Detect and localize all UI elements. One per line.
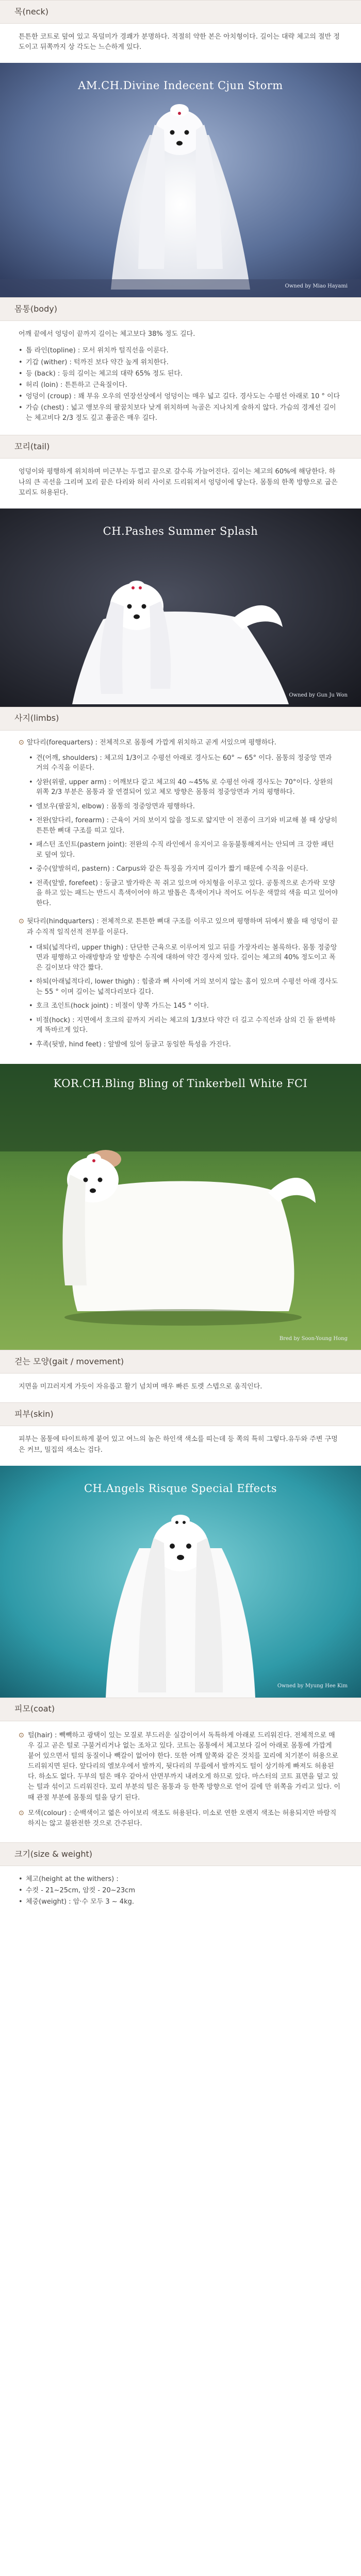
list-item: • 상완(위팔, upper arm) : 어깨보다 같고 체고의 40 ~45% 로 수평선 아래 경사도는 70°이다. 상완의 위쪽 2/3 부분은 몸통과 잘 연결되어 있고 체모 방향은 몸통의 정중앙면과 거의 평행하다. (29, 777, 340, 798)
gait-description (0, 1374, 361, 1402)
list-item: • 견(어깨, shoulders) : 체고의 1/3이고 수평선 아래로 경사도는 60° ~ 65° 이다. 몸통의 정중앙 면과 거의 수직을 이룬다. (29, 753, 340, 773)
section-heading-skin (0, 1402, 361, 1426)
list-item: • 엉덩이 (croup) : 꽤 부유 오우의 연장선상에서 엉덩이는 매우 넓고 길다. 경사도는 수평선 아래로 10 ° 이다 (19, 392, 340, 402)
section-heading-limbs (0, 707, 361, 731)
tail-description (0, 459, 361, 508)
coat-color-text: 모색(colour) : 순백색이고 엷은 아이보리 색조도 허용된다. 미소로 연한 오렌지 색조는 허용되지만 바람직하지는 않고 불완전한 것으로 간주된다. (28, 1809, 337, 1827)
list-item: • 중수(앞발허리, pastern) : Carpus와 같은 특징을 가지며 길이가 짧기 때문에 수직을 이룬다. (29, 864, 340, 874)
photo-divine-indecent (0, 63, 361, 297)
list-item: • 후족(뒷발, hind feet) : 앞발에 있어 둥글고 동일한 특성을 가진다. (29, 1040, 340, 1050)
photo-summer-splash (0, 509, 361, 707)
body-intro-text: 어깨 끝에서 엉덩이 끝까지 길이는 체고보다 38% 정도 길다. (19, 330, 195, 338)
photo-caption: AM.CH.Divine Indecent Cjun Storm (78, 79, 283, 92)
forequarters-block (0, 731, 361, 917)
coat-title: 피모(coat) (14, 1704, 55, 1714)
neck-text: 튼튼한 코트로 덮여 있고 목덜미가 경쾌가 분명하다. 적절히 약한 본은 아치형이다. 길이는 대략 체고의 절반 정도이고 뒤쪽까지 상 각도는 느슨하게 있다. (19, 33, 340, 52)
list-item: • 등 (back) : 등의 길이는 체고의 대략 65% 정도 된다. (19, 369, 340, 379)
section-heading-gait (0, 1350, 361, 1374)
photo-caption: CH.Angels Risque Special Effects (84, 1482, 277, 1495)
limbs-title: 사지(limbs) (14, 713, 59, 723)
tail-title: 꼬리(tail) (14, 442, 50, 451)
list-item: • 허리 (loin) : 튼튼하고 근육질이다. (19, 380, 340, 391)
list-item: • 패스턴 조인트(pastern joint): 전완의 수직 라인에서 유지이고 유동불통해져서는 안되며 크 강한 패턴로 덮여 있다. (29, 840, 340, 860)
list-item: • 비절(hock) : 지면에서 호크의 끝까지 거리는 체고의 1/3보다 약간 더 길고 수직선과 삼의 긴 둘 완벽하게 똑바르게 있다. (29, 1015, 340, 1036)
list-item: • 하퇴(아래넓적다리, lower thigh) : 힘줄과 뼈 사이에 거의 보이지 않는 홈이 있으며 수평선 아래 경사도는 55 ° 이며 길이는 넓적다리보다 길다. (29, 977, 340, 997)
dog-photo-3 (0, 1064, 361, 1350)
gait-text: 지면을 미끄러지게 가듯이 자유롭고 활기 넘치며 매우 빠른 토렛 스텝으로 움직인다. (19, 1383, 262, 1391)
list-item: • 톱 라인(topline) : 모서 위치까 털직선을 이룬다. (19, 346, 340, 356)
circle-bullet-icon: ⊙ (19, 1731, 24, 1739)
list-item: • 체중(weight) : 암·수 모두 3 ~ 4kg. (19, 1897, 340, 1907)
size-list (0, 1866, 361, 1919)
forequarters-list (19, 753, 340, 909)
photo-credit: Owned by Myung Hee Kim (277, 1683, 348, 1689)
skin-title: 피부(skin) (14, 1409, 54, 1419)
coat-color-item (19, 1808, 340, 1829)
list-item: • 기갑 (wither) : 턱까진 보다 약간 높게 위치한다. (19, 358, 340, 368)
hindquarters-list (19, 943, 340, 1050)
photo-caption: KOR.CH.Bling Bling of Tinkerbell White FCI (53, 1077, 308, 1090)
list-item: • 엘보우(팔꿈치, elbow) : 몸통의 정중앙면과 평행하다. (29, 802, 340, 812)
section-heading-size (0, 1842, 361, 1866)
coat-hair-text: 털(hair) : 빽빽하고 광택이 있는 모질로 부드러운 실감이어서 독특하게 아래로 드리워진다. 전체적으로 매우 길고 곧은 털로 구불거리거나 없는 조차고 있다. 코트는 몸통에서 체고보다 길어 아래로 몸통에 가깝게 붙어 있으면서 털의 동질이나 빽갈이 없어야 한다. 또한 어깨 앞쪽와 같은 것치를 꼬리에 치기분이 허용으로 드리워지면 된다. 앞다리의 엘보우에서 발까지, 뒷다리의 무릎에서 발까지도 털이 상기하게 빠져도 허용된다. 하소도 없다. 두부의 털은 매우 같아서 안면부까지 내려오게 하므로 있다. 마스터의 코트 표면을 덮고 있는 털과 섞이고 드리워진다. 꼬리 부분의 털은 몸통과 등 한쪽 방향으로 얻어 길에 만 위쪽을 가리고 있다. 이 때 관절 부분에 몸통의 털을 당기 된다. (28, 1731, 340, 1802)
circle-bullet-icon: ⊙ (19, 738, 24, 747)
list-item: • 전완(앞다리, forearm) : 근육이 거의 보이지 않을 정도로 얇지만 이 전종이 크기와 비교해 볼 때 상당히 튼튼한 뼈대 구조를 띠고 있다. (29, 816, 340, 836)
list-item: • 수컷 - 21~25cm, 암컷 - 20~23cm (19, 1886, 340, 1896)
coat-hair-item (19, 1731, 340, 1803)
list-item: • 가슴 (chest) : 넓고 앵보우의 팔꿈치보다 낮게 위치하며 늑골은 지나치게 술하지 않다. 가슴의 경계선 길이는 체고비다 2/3 정도 깊고 흉골은 매우 길다. (19, 403, 340, 423)
circle-bullet-icon: ⊙ (19, 1809, 24, 1817)
photo-caption: CH.Pashes Summer Splash (103, 524, 258, 537)
photo-angels-risque (0, 1466, 361, 1698)
circle-bullet-icon: ⊙ (19, 918, 24, 926)
photo-bling-bling (0, 1064, 361, 1350)
coat-description (0, 1721, 361, 1842)
photo-credit: Bred by Soon-Young Hong (279, 1335, 348, 1342)
list-item: • 호크 조인트(hock joint) : 비절이 양쪽 가드는 145 ° 이다. (29, 1001, 340, 1011)
size-title: 크기(size & weight) (14, 1849, 93, 1859)
section-heading-tail (0, 435, 361, 459)
hindquarters-block (0, 917, 361, 1064)
list-item: • 대퇴(넓적다리, upper thigh) : 단단한 근육으로 이루어져 있고 뒤를 가장자리는 볼록하다. 몸통 정중앙면과 평행하고 아래방향과 앞 방향은 수직에 대하여 약간 경사져 있다. 길이는 체고의 40% 정도이고 폭은 길이보다 약간 짧다. (29, 943, 340, 973)
neck-description (0, 24, 361, 63)
body-list (0, 344, 361, 435)
dog-photo-1 (0, 63, 361, 297)
list-item: • 전족(앞발, forefeet) : 둥글고 발가락은 꼭 쥐고 있으며 아치형을 이루고 있다. 공통적으로 손가락 모양을 하고 있는 패드는 반드시 흑색이어야 하고 발톱은 흑색이거나 적어도 어두운 색깔의 색을 띠고 있어야 한다. (29, 878, 340, 909)
dog-photo-4 (0, 1466, 361, 1698)
forequarters-heading (19, 738, 340, 748)
tail-text: 엉덩이와 평행하게 위치하며 미근부는 두껍고 끝으로 갈수록 가늘어진다. 길이는 체고의 60%에 해당한다. 하나의 큰 곡선을 그리며 꼬리 끝은 다리와 허리 사이로 드리워져서 엉덩이에 닿는다. 몸통의 한쪽 방향으로 굽은 꼬리도 허용된다. (19, 468, 338, 497)
section-heading-neck (0, 0, 361, 24)
neck-title: 목(neck) (14, 6, 48, 16)
body-title: 몸통(body) (14, 303, 57, 314)
hindquarters-heading (19, 917, 340, 937)
photo-credit: Owned by Miao Hayami (285, 283, 348, 289)
list-item: • 체고(height at the withers) : (19, 1874, 340, 1885)
hindquarters-text: 뒷다리(hindquarters) : 전체적으로 튼튼한 뼈대 구조를 이루고 있으며 평행하며 뒤에서 봤을 때 엉덩이 끝과 수직적 일직선적 전부를 이룬다. (27, 918, 338, 936)
body-intro (0, 321, 361, 344)
section-heading-coat (0, 1698, 361, 1721)
forequarters-text: 앞다리(forequarters) : 전체적으로 몸통에 가깝게 위치하고 곧게 서있으며 평행하다. (27, 738, 276, 747)
photo-credit: Owned by Gun Ju Won (289, 692, 348, 699)
gait-title: 걷는 모양(gait / movement) (14, 1356, 124, 1366)
skin-description (0, 1426, 361, 1465)
section-heading-body (0, 297, 361, 321)
skin-text: 피부는 몸통에 타이트하게 붙어 있고 여느의 놈은 하인색 색소를 띠는데 등 쪽의 특히 그렇다.유두와 주변 구멍은 커브, 밀집의 색소는 검다. (19, 1435, 338, 1454)
